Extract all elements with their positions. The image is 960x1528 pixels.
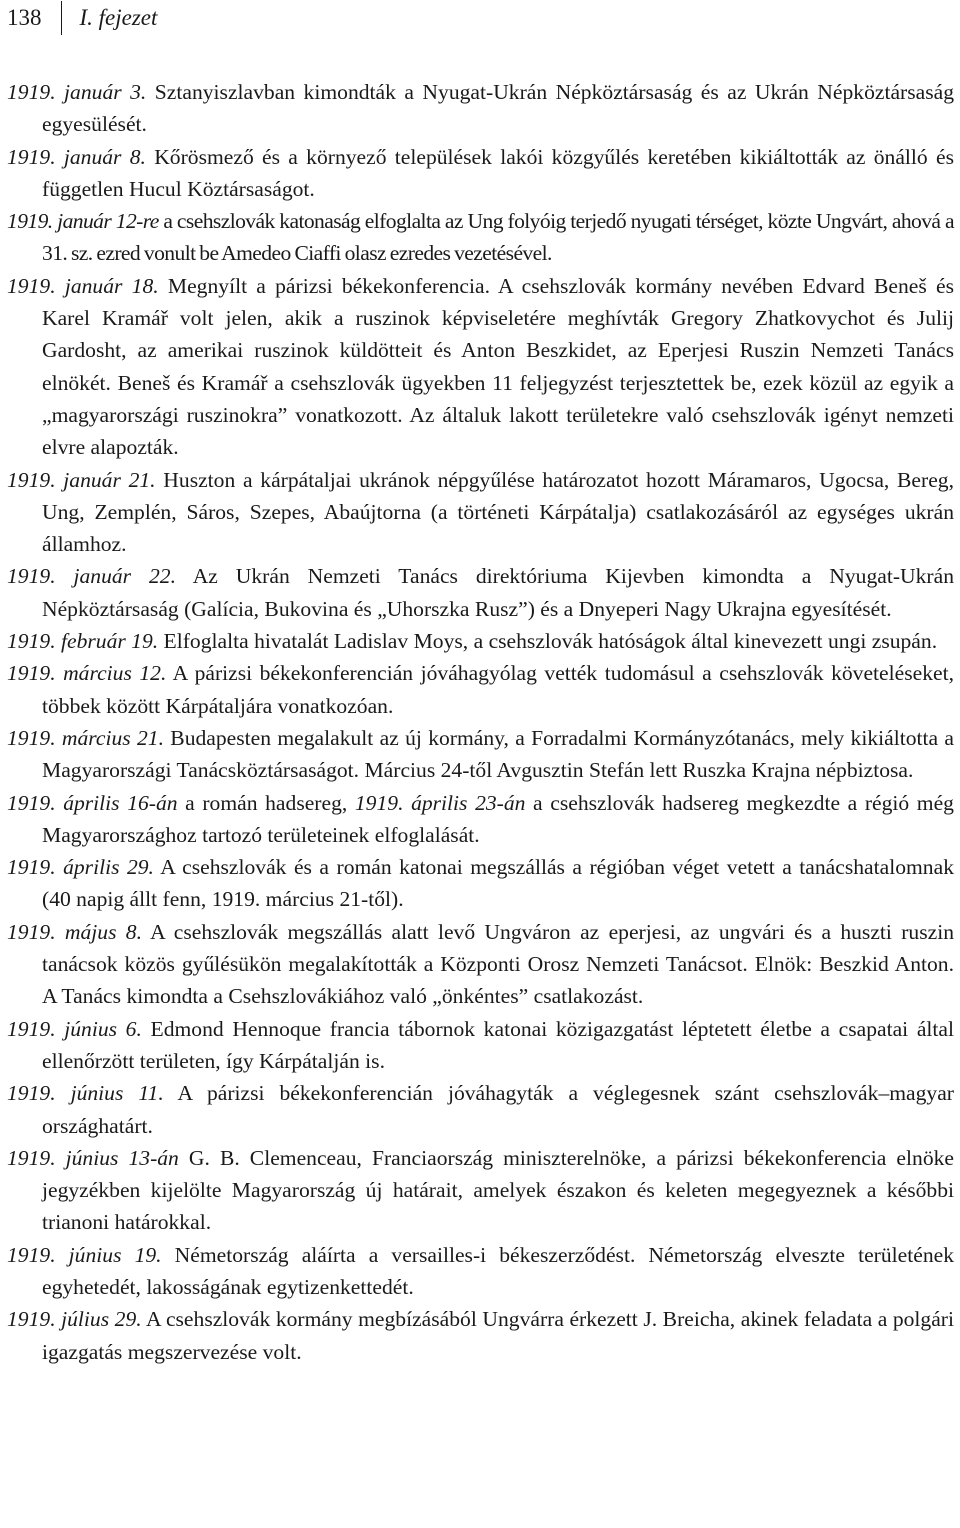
entry-date: 1919. február 19.: [7, 629, 159, 654]
entry-text: Németország aláírta a versailles-i békeszerződést. Németország elveszte területének egyhetedét, lakosságának egytizenkettedét.: [42, 1242, 955, 1299]
entry-text: Huszton a kárpátaljai ukránok népgyűlése határozatot hozott Máramaros, Ugocsa, Bereg, Ung, Zemplén, Sáros, Szepes, Abaújtorna (a történeti Kárpátalja) csatlakozásáról az egységes ukrán államhoz.: [42, 467, 954, 557]
entry-date: 1919. július 29.: [7, 1307, 142, 1332]
page-number: 138: [7, 5, 42, 30]
entry-text: A csehszlovák és a román katonai megszállás a régióban véget vetett a tanácshatalomnak (40 napig állt fenn, 1919. március 21-től).: [42, 855, 954, 912]
entry-date: 1919. június 11.: [7, 1081, 164, 1106]
entry-text: A csehszlovák kormány megbízásából Ungvárra érkezett J. Breicha, akinek feladata a polgári igazgatás megszervezése volt.: [42, 1307, 954, 1364]
chronology-entry: [7, 1239, 954, 1304]
entry-date: 1919. március 21.: [7, 725, 164, 750]
chapter-title: I. fejezet: [79, 5, 158, 30]
entry-text: G. B. Clemenceau, Franciaország miniszterelnöke, a párizsi békekonferencia elnöke jegyzékben kijelölte Magyarország új határait, amelyek északon és keleten megegyeznek a későbbi trianoni határokkal.: [42, 1145, 954, 1235]
header-divider: [61, 1, 62, 35]
entry-text-secondary: a csehszlovák hadsereg megkezdte a régió még Magyarországhoz tartozó területeinek elfoglalását.: [42, 790, 954, 847]
entry-text: Megnyílt a párizsi békekonferencia. A csehszlovák kormány nevében Edvard Beneš és Karel Kramář volt jelen, akik a ruszinok képviseletére meghívták Gregory Zhatkovychot és Julij Gardosht, az amerikai ruszinok küldötteit és Anton Beszkidet, az Eperjesi Ruszin Nemzeti Tanács elnökét. Beneš és Kramář a csehszlovák ügyekben 11 feljegyzést terjesztettek be, ezek közül az egyik a „magyarországi ruszinokra” vonatkozott. Az általuk lakott területekre való csehszlovák igényt nemzeti elvre alapozták.: [42, 273, 955, 460]
chronology-entry: [7, 625, 954, 657]
entry-date: 1919. január 21.: [7, 467, 156, 492]
entry-text: a román hadsereg,: [177, 790, 355, 815]
chronology-entry: [7, 270, 954, 464]
entry-date: 1919. június 19.: [7, 1242, 162, 1267]
entry-date: 1919. június 6.: [7, 1016, 142, 1041]
chronology-entry: [7, 1303, 954, 1368]
chronology-entry: [7, 851, 954, 916]
entry-date: 1919. január 22.: [7, 564, 176, 589]
entry-text: A párizsi békekonferencián jóváhagyólag vették tudomásul a csehszlovák követeléseket, többek között Kárpátaljára vonatkozóan.: [42, 661, 954, 718]
entry-date: 1919. április 29.: [7, 855, 154, 880]
chronology-entry: [7, 205, 954, 270]
chronology-entry: [7, 787, 954, 852]
chronology-entry: [7, 916, 954, 1013]
entry-date: 1919. január 18.: [7, 273, 159, 298]
chronology-entry: [7, 141, 954, 206]
chronology-entry: [7, 560, 954, 625]
chronology-entry: [7, 1142, 954, 1239]
entry-date: 1919. január 3.: [7, 80, 147, 104]
entry-date: 1919. január 12-re: [7, 209, 159, 234]
entry-date-secondary: 1919. április 23-án: [354, 790, 526, 815]
entry-text: Elfoglalta hivatalát Ladislav Moys, a csehszlovák hatóságok által kinevezett ungi zsupán.: [158, 629, 938, 654]
chronology-entry: [7, 1077, 954, 1142]
chronology-entry: [7, 464, 954, 561]
entry-text: Az Ukrán Nemzeti Tanács direktóriuma Kijevben kimondta a Nyugat-Ukrán Népköztársaság (Galícia, Bukovina és „Uhorszka Rusz”) és a Dnyeperi Nagy Ukrajna egyesítését.: [42, 564, 955, 621]
entry-date: 1919. március 12.: [7, 661, 167, 686]
entry-text: a csehszlovák katonaság elfoglalta az Ung folyóig terjedő nyugati térséget, közte Ungvárt, ahová a 31. sz. ezred vonult be Amedeo Ciaffi olasz ezredes vezetésével.: [42, 209, 954, 266]
chronology-entry: [7, 76, 954, 141]
entry-date: 1919. június 13-án: [7, 1145, 179, 1170]
chronology-entry: [7, 657, 954, 722]
entry-text: A csehszlovák megszállás alatt levő Ungváron az eperjesi, az ungvári és a huszti ruszin tanácsok közös gyűlésükön megalakították a Központi Orosz Nemzeti Tanácsot. Elnök: Beszkid Anton. A Tanács kimondta a Csehszlovákiához való „önkéntes” csatlakozást.: [42, 919, 954, 1009]
entry-text: A párizsi békekonferencián jóváhagyták a véglegesnek szánt csehszlovák–magyar országhatárt.: [42, 1081, 954, 1138]
entry-date: 1919. május 8.: [7, 919, 142, 944]
entry-text: Edmond Hennoque francia tábornok katonai közigazgatást léptetett életbe a csapatai által ellenőrzött területen, így Kárpátalján is.: [42, 1016, 954, 1073]
entry-text: Kőrösmező és a környező települések lakói közgyűlés keretében kikiáltották az önálló és független Hucul Köztársaságot.: [42, 144, 954, 201]
entry-date: 1919. április 16-án: [7, 790, 178, 815]
running-header: [7, 0, 954, 36]
chronology-entry: [7, 1013, 954, 1078]
chronology-list: [7, 76, 954, 1368]
entry-text: Budapesten megalakult az új kormány, a Forradalmi Kormányzótanács, mely kikiáltotta a Magyarországi Tanácsköztársaságot. Március 24-től Avgusztin Stefán lett Ruszka Krajna népbiztosa.: [42, 725, 954, 783]
entry-text: Sztanyiszlavban kimondták a Nyugat-Ukrán Népköztársaság és az Ukrán Népköztársaság egyesülését.: [42, 80, 954, 137]
entry-date: 1919. január 8.: [7, 144, 146, 169]
chronology-entry: [7, 722, 954, 787]
